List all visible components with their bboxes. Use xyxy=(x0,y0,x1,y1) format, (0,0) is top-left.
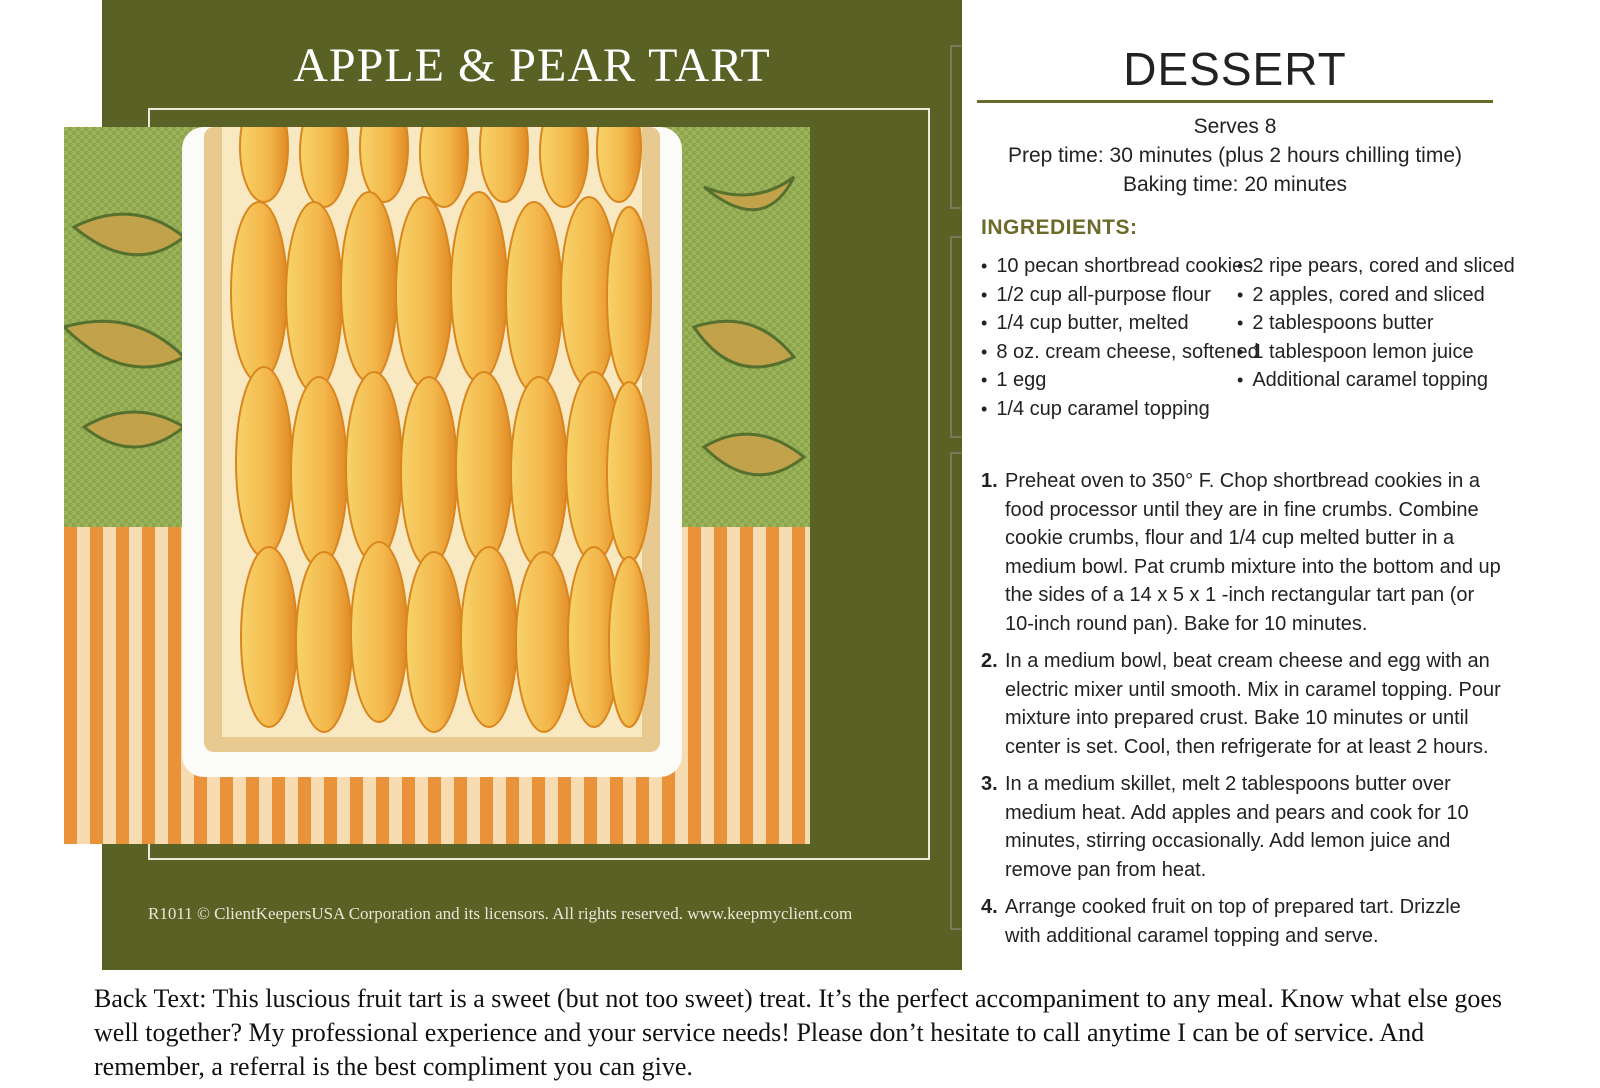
step-number: 3. xyxy=(981,773,998,795)
direction-step xyxy=(981,467,1501,638)
ingredient-item: • 1 tablespoon lemon juice xyxy=(1237,338,1515,367)
divider-bracket xyxy=(950,45,961,209)
direction-step xyxy=(981,893,1501,950)
direction-step xyxy=(981,770,1501,884)
step-text: In a medium skillet, melt 2 tablespoons butter over medium heat. Add apples and pears and cook for 10 minutes, stirring occasionally. Add lemon juice and remove pan from heat. xyxy=(1005,773,1469,881)
ingredient-item: • 2 tablespoons butter xyxy=(1237,309,1515,338)
step-text: In a medium bowl, beat cream cheese and egg with an electric mixer until smooth. Mix in caramel topping. Pour mixture into prepared crust. Bake 10 minutes or until center is set. Cool, then refrigerate for at least 2 hours. xyxy=(1005,650,1501,758)
prep-time-text: Prep time: 30 minutes (plus 2 hours chilling time) xyxy=(1007,144,1463,167)
step-text: Preheat oven to 350° F. Chop shortbread cookies in a food processor until they are in fine crumbs. Combine cookie crumbs, flour and 1/4 cup melted butter in a medium bowl. Pat crumb mixture into the bottom and up the sides of a 14 x 5 x 1 -inch rectangular tart pan (or 10-inch round pan). Bake for 10 minutes. xyxy=(1005,470,1501,635)
step-number: 2. xyxy=(981,650,998,672)
ingredient-item: • 1 egg xyxy=(981,366,1259,395)
directions-list xyxy=(981,467,1501,959)
ingredient-item: • 1/4 cup caramel topping xyxy=(981,395,1259,424)
copyright-notice: R1011 © ClientKeepersUSA Corporation and its licensors. All rights reserved. www.keepmyclient.com xyxy=(148,904,853,923)
recipe-category: DESSERT xyxy=(1123,43,1347,95)
recipe-title: APPLE & PEAR TART xyxy=(293,39,771,92)
ingredients-heading: INGREDIENTS: xyxy=(981,216,1138,239)
ingredient-item: • 1/4 cup butter, melted xyxy=(981,309,1259,338)
serves-text: Serves 8 xyxy=(1193,115,1277,138)
divider-bracket xyxy=(950,452,961,930)
recipe-meta xyxy=(977,112,1493,199)
step-number: 1. xyxy=(981,470,998,492)
ingredients-list-right xyxy=(1237,252,1515,395)
ingredient-item: • 2 apples, cored and sliced xyxy=(1237,281,1515,310)
ingredient-item: • 1/2 cup all-purpose flour xyxy=(981,281,1259,310)
back-text: Back Text: This luscious fruit tart is a sweet (but not too sweet) treat. It’s the perfect accompaniment to any meal. Know what else goes well together? My professional experience and your service needs! Please don’t hesitate to call anytime I can be of service. And remember, a referral is the best compliment you can give. xyxy=(94,984,1503,1081)
ingredient-item: • Additional caramel topping xyxy=(1237,366,1515,395)
ingredient-item: • 10 pecan shortbread cookies xyxy=(981,252,1259,281)
ingredient-item: • 8 oz. cream cheese, softened xyxy=(981,338,1259,367)
ingredients-list-left xyxy=(981,252,1259,423)
step-number: 4. xyxy=(981,896,998,918)
direction-step xyxy=(981,647,1501,761)
step-text: Arrange cooked fruit on top of prepared tart. Drizzle with additional caramel topping and serve. xyxy=(1005,896,1461,947)
baking-time-text: Baking time: 20 minutes xyxy=(1122,173,1348,196)
ingredient-item: • 2 ripe pears, cored and sliced xyxy=(1237,252,1515,281)
header-rule xyxy=(977,100,1493,103)
tart-illustration xyxy=(64,127,810,844)
divider-bracket xyxy=(950,236,961,438)
tart-photo xyxy=(64,127,810,844)
